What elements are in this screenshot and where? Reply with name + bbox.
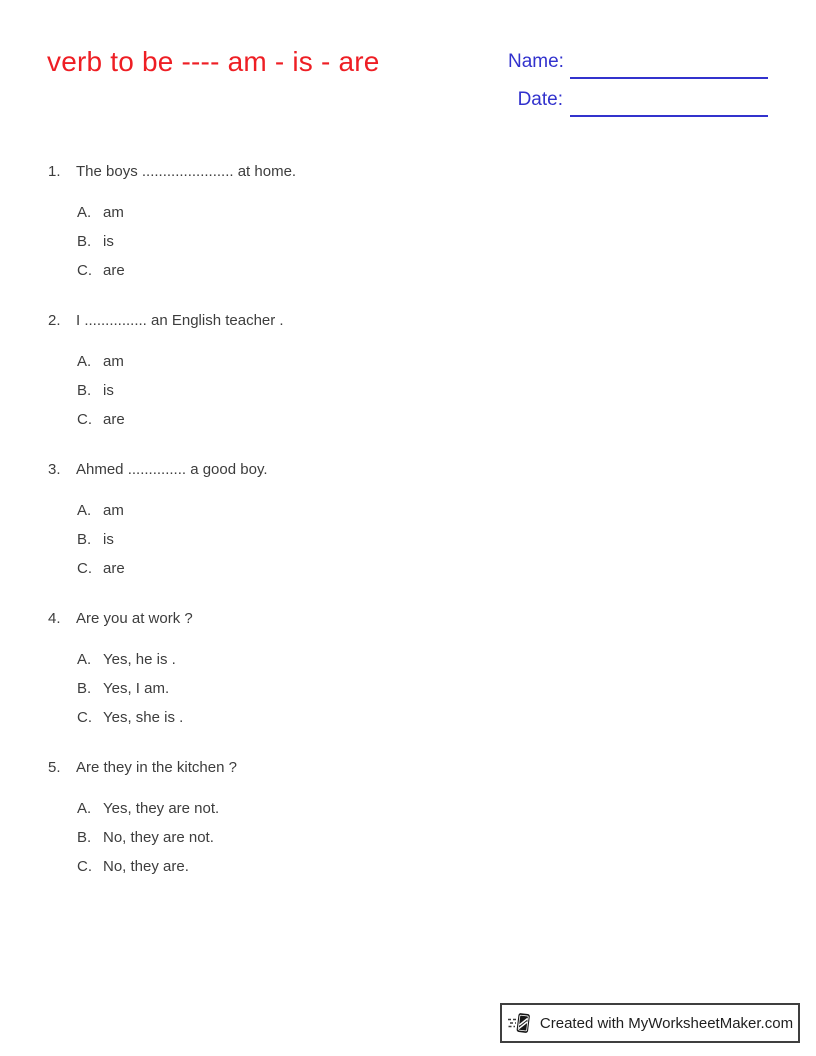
question-number: 3. <box>48 461 61 478</box>
answer-option <box>77 680 648 698</box>
option-text: are <box>103 560 125 577</box>
option-text: Yes, they are not. <box>103 800 220 817</box>
option-letter: A. <box>77 651 92 668</box>
option-letter: B. <box>77 233 92 250</box>
option-letter: A. <box>77 800 92 817</box>
question-row <box>48 461 648 479</box>
option-letter: B. <box>77 680 92 697</box>
question-number: 5. <box>48 759 61 776</box>
questions-list <box>48 163 648 908</box>
option-letter: A. <box>77 353 92 370</box>
option-letter: C. <box>77 560 92 577</box>
option-letter: B. <box>77 829 92 846</box>
question-text: Ahmed .............. a good boy. <box>76 461 268 478</box>
answer-option <box>77 709 648 727</box>
answer-option <box>77 858 648 876</box>
option-text: is <box>103 233 114 250</box>
option-letter: C. <box>77 411 92 428</box>
question-row <box>48 759 648 777</box>
answer-option <box>77 204 648 222</box>
option-text: is <box>103 531 114 548</box>
answer-option <box>77 800 648 818</box>
option-text: No, they are. <box>103 858 189 875</box>
name-label: Name: <box>508 51 564 72</box>
question-block <box>48 759 648 876</box>
question-block <box>48 610 648 727</box>
question-block <box>48 461 648 578</box>
question-row <box>48 610 648 628</box>
option-text: No, they are not. <box>103 829 214 846</box>
question-row <box>48 163 648 181</box>
option-text: are <box>103 262 125 279</box>
answer-option <box>77 411 648 429</box>
option-text: Yes, I am. <box>103 680 170 697</box>
date-label: Date: <box>517 89 563 110</box>
option-letter: B. <box>77 531 92 548</box>
question-number: 1. <box>48 163 61 180</box>
question-text: Are they in the kitchen ? <box>76 759 237 776</box>
header-fields <box>508 50 768 126</box>
option-text: is <box>103 382 114 399</box>
question-block <box>48 163 648 280</box>
footer-credit-box <box>500 1003 800 1043</box>
option-text: am <box>103 502 124 519</box>
option-letter: A. <box>77 204 92 221</box>
worksheet-title: verb to be ---- am - is - are <box>47 46 380 77</box>
date-input-line[interactable] <box>570 88 768 117</box>
question-number: 2. <box>48 312 61 329</box>
answer-option <box>77 829 648 847</box>
option-letter: A. <box>77 502 92 519</box>
answer-option <box>77 233 648 251</box>
question-row <box>48 312 648 330</box>
answer-option <box>77 651 648 669</box>
option-letter: C. <box>77 262 92 279</box>
option-letter: C. <box>77 709 92 726</box>
question-text: The boys ...................... at home. <box>76 163 297 180</box>
worksheet-logo-icon <box>507 1010 533 1036</box>
answer-option <box>77 382 648 400</box>
answer-option <box>77 560 648 578</box>
answer-option <box>77 502 648 520</box>
answer-option <box>77 531 648 549</box>
question-text: Are you at work ? <box>76 610 193 627</box>
question-text: I ............... an English teacher . <box>76 312 284 329</box>
option-letter: C. <box>77 858 92 875</box>
option-text: Yes, he is . <box>103 651 176 668</box>
answer-option <box>77 353 648 371</box>
footer-credit-text[interactable]: Created with MyWorksheetMaker.com <box>539 1014 794 1032</box>
option-text: am <box>103 204 124 221</box>
option-text: are <box>103 411 125 428</box>
question-block <box>48 312 648 429</box>
option-text: am <box>103 353 124 370</box>
option-letter: B. <box>77 382 92 399</box>
option-text: Yes, she is . <box>103 709 184 726</box>
question-number: 4. <box>48 610 61 627</box>
answer-option <box>77 262 648 280</box>
name-input-line[interactable] <box>570 50 768 79</box>
name-field-row <box>508 50 768 79</box>
date-field-row <box>508 88 768 117</box>
